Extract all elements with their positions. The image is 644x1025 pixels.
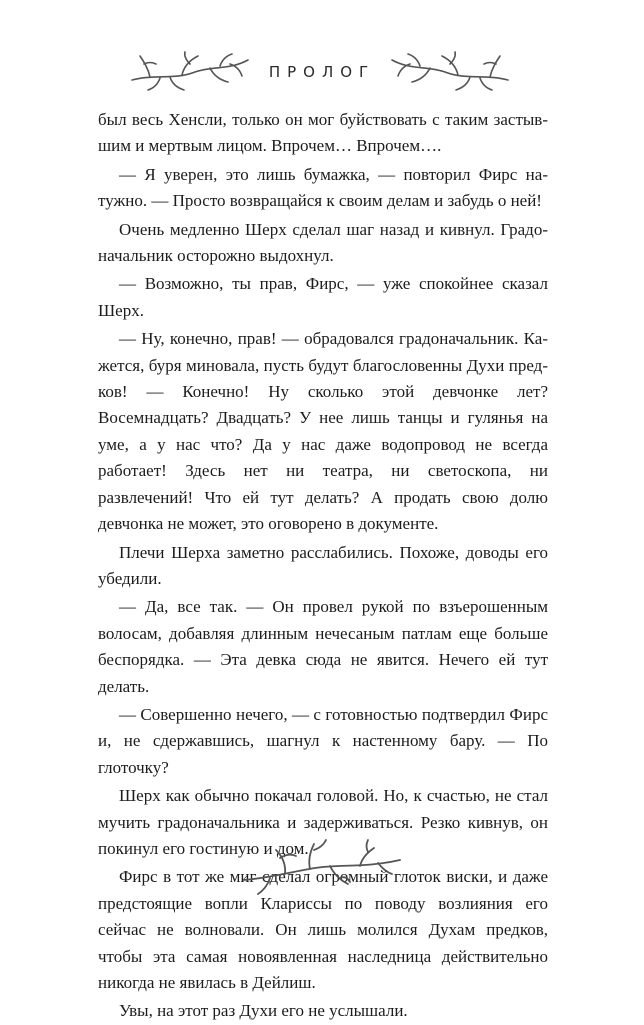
paragraph: — Да, все так. — Он провел рукой по взъерошенным волосам, добавляя длинным нечесаным патлам еще больше беспорядка. — Эта девка сюда не явится. Нечего ей тут делать. xyxy=(98,597,548,696)
paragraph: Очень медленно Шерх сделал шаг назад и кивнул. Градоначальник осторожно выдохнул. xyxy=(98,219,548,266)
paragraph: Шерх как обычно покачал головой. Но, к счастью, не стал мучить градоначальника и задерживаться. Резко кивнув, он покинул его гостиную и дом. xyxy=(98,786,548,858)
paragraph: — Ну, конечно, прав! — обрадовался градоначальник. Кажется, буря миновала, пусть будут благословенны Духи предков! — Конечно! Ну сколько этой девчонке лет? Восемнадцать? Двадцать? У нее лишь танцы и гулянья на уме, а у нас что? Да у нас даже водопровод не всегда работает! Здесь нет ни театра, ни светоскопа, ни развлечений! Что ей тут делать? А продать свою долю девчонка не может, это оговорено в документе. xyxy=(98,329,548,534)
running-title: ПРОЛОГ xyxy=(268,63,376,81)
page-header xyxy=(0,50,644,100)
paragraph: — Я уверен, это лишь бумажка, — повторил Фирс натужно. — Просто возвращайся к своим делам и забудь о ней! xyxy=(98,164,548,211)
branch-ornament-icon xyxy=(240,838,405,898)
branch-ornament-icon xyxy=(390,50,510,96)
paragraph: был весь Хенсли, только он мог буйствовать с таким застывшим и мертвым лицом. Впрочем… Впрочем…. xyxy=(98,110,548,156)
paragraph: — Возможно, ты прав, Фирс, — уже спокойнее сказал Шерх. xyxy=(98,274,548,320)
paragraph: Увы, на этот раз Духи его не услышали. xyxy=(119,1001,408,1021)
paragraph: — Совершенно нечего, — с готовностью подтвердил Фирс и, не сдержавшись, шагнул к настенному бару. — По глоточку? xyxy=(98,704,548,777)
paragraph: Плечи Шерха заметно расслабились. Похоже, доводы его убедили. xyxy=(98,542,548,588)
paragraph: Фирс в тот же миг сделал огромный глоток виски, и даже предстоящие вопли Клариссы по поводу возлияния его сейчас не волновали. Он лишь молился Духам предков, чтобы эта самая новоявленная наследница действительно никогда не явилась в Дейлиш. xyxy=(98,867,548,992)
